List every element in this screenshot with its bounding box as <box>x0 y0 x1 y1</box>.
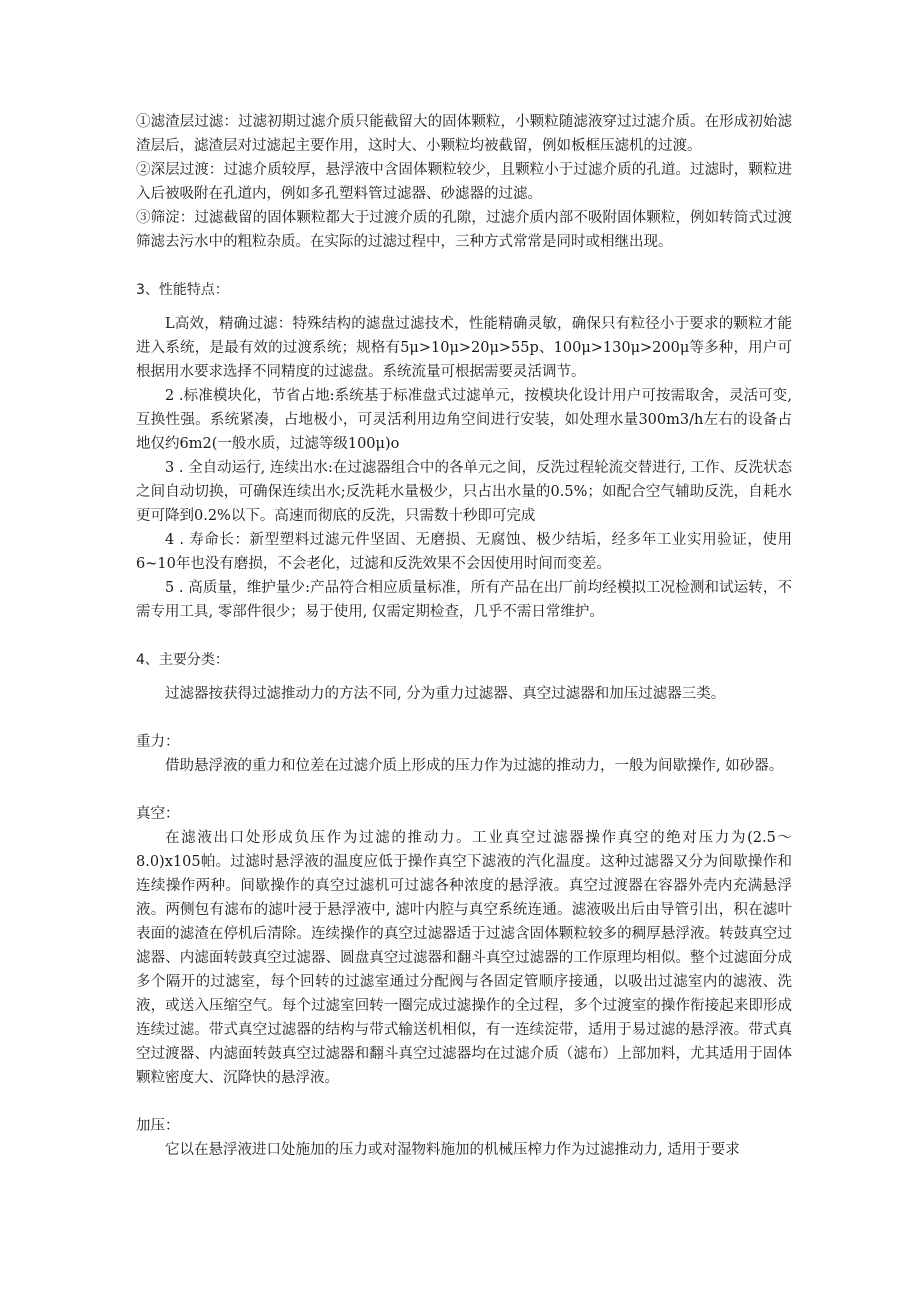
pressure-text: 它以在悬浮液进口处施加的压力或对湿物料施加的机械压榨力作为过滤推动力, 适用于要求 <box>165 1142 740 1158</box>
pressure-title: 加压： <box>136 1118 180 1134</box>
section-3-heading: 3、性能特点： <box>136 282 229 298</box>
vacuum-title: 真空： <box>136 806 180 822</box>
method-screening: ③筛淀：过滤截留的固体颗粒都大于过渡介质的孔隙，过滤介质内部不吸附固体颗粒，例如转筒式过渡筛滤去污水中的粗粒杂质。在实际的过滤过程中，三种方式常常是同时或相继出现。 <box>136 210 792 250</box>
feature-item-3: 3 . 全自动运行, 连续出水:在过滤器组合中的各单元之间，反洗过程轮流交替进行, 工作、反洗状态之间自动切换，可确保连续出水;反洗耗水量极少，只占出水量的0.5%；如配合空气辅助反洗，自耗水更可降到0.2%以下。高速而彻底的反洗，只需数十秒即可完成 <box>136 460 792 524</box>
vacuum-text: 在滤液出口处形成负压作为过滤的推动力。工业真空过滤器操作真空的绝对压力为(2.5～8.0)x105帕。过滤时悬浮液的温度应低于操作真空下滤液的汽化温度。这种过滤器又分为间歇操作和连续操作两种。间歇操作的真空过滤机可过滤各种浓度的悬浮液。真空过渡器在容器外壳内充满悬浮液。两侧包有滤布的滤叶浸于悬浮液中, 滤叶内腔与真空系统连通。滤液吸出后由导管引出，积在滤叶表面的滤渣在停机后清除。连续操作的真空过滤器适于过滤含固体颗粒较多的稠厚悬浮液。转鼓真空过滤器、内滤面转鼓真空过滤器、圆盘真空过滤器和翻斗真空过滤器的工作原理均相似。整个过滤面分成多个隔开的过滤室，每个回转的过滤室通过分配阀与各固定管顺序接通，以吸出过滤室内的滤液、洗液，或送入压缩空气。每个过滤室回转一圈完成过滤操作的全过程，多个过渡室的操作衔接起来即形成连续过滤。带式真空过滤器的结构与带式输送机相似，有一连续淀带，适用于易过滤的悬浮液。带式真空过渡器、内滤面转鼓真空过滤器和翻斗真空过滤器均在过滤介质（滤布）上部加料，尤其适用于固体颗粒密度大、沉降快的悬浮液。 <box>136 830 792 1086</box>
document-page <box>136 110 792 1162</box>
method-filter-cake: ①滤渣层过滤：过滤初期过滤介质只能截留大的固体颗粒，小颗粒随滤液穿过过滤介质。在形成初始滤渣层后，滤渣层对过滤起主要作用，这时大、小颗粒均被截留，例如板框压滤机的过渡。 <box>136 114 792 154</box>
feature-item-4: 4 . 寿命长：新型塑料过滤元件坚固、无磨损、无腐蚀、极少结垢，经多年工业实用验证，使用6~10年也没有磨损，不会老化，过滤和反洗效果不会因使用时间而变差。 <box>136 532 792 572</box>
gravity-title: 重力： <box>136 734 180 750</box>
gravity-text: 借助悬浮液的重力和位差在过滤介质上形成的压力作为过滤的推动力，一般为间歇操作, 如砂器。 <box>165 758 784 774</box>
method-deep-filtration: ②深层过渡：过滤介质较厚，悬浮液中含固体颗粒较少，且颗粒小于过滤介质的孔道。过滤时，颗粒进入后被吸附在孔道内，例如多孔塑料管过滤器、砂滤器的过滤。 <box>136 162 792 202</box>
feature-item-5: 5 . 高质量，维护量少:产品符合相应质量标准，所有产品在出厂前均经模拟工况检测和试运转，不需专用工具, 零部件很少；易于使用, 仅需定期检查，几乎不需日常维护。 <box>136 580 792 620</box>
section-4-heading: 4、主要分类： <box>136 652 229 668</box>
classification-intro: 过滤器按获得过滤推动力的方法不同, 分为重力过滤器、真空过滤器和加压过滤器三类。 <box>165 686 726 702</box>
feature-item-1: L高效，精确过滤：特殊结构的滤盘过滤技术，性能精确灵敏，确保只有粒径小于要求的颗粒才能进入系统，是最有效的过渡系统；规格有5μ>10μ>20μ>55p、100μ>130μ>200μ等多种，用户可根据用水要求选择不同精度的过滤盘。系统流量可根据需要灵活调节。 <box>136 316 792 380</box>
feature-item-2: 2 .标准模块化，节省占地:系统基于标准盘式过滤单元，按模块化设计用户可按需取舍，灵活可变, 互换性强。系统紧凑，占地极小，可灵活利用边角空间进行安装，如处理水量300m3∕h左右的设备占地仅约6m2(一般水质，过滤等级100μ)o <box>136 388 792 452</box>
